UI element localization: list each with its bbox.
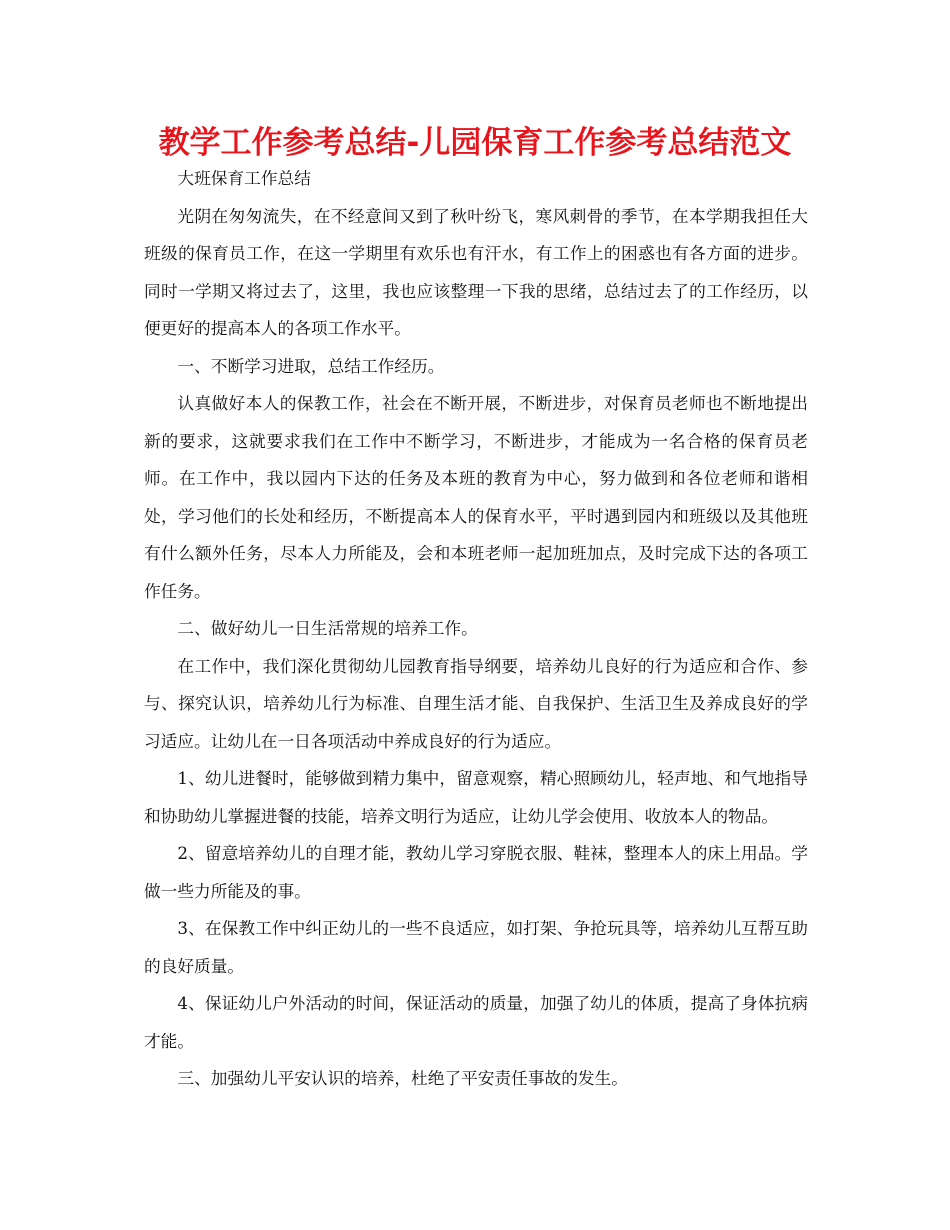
heading-3: 三、加强幼儿平安认识的培养，杜绝了平安责任事故的发生。: [177, 1068, 628, 1088]
list-item-4: 4、保证幼儿户外活动的时间，保证活动的质量，加强了幼儿的体质，提高了身体抗病才能。: [144, 993, 808, 1051]
document-title: 教学工作参考总结-儿园保育工作参考总结范文: [158, 125, 792, 161]
document-body: [144, 160, 808, 1098]
heading-1: 一、不断学习进取，总结工作经历。: [177, 355, 445, 376]
list-item-3: 3、在保教工作中纠正幼儿的一些不良适应，如打架、争抢玩具等，培养幼儿互帮互助的良好质量。: [144, 918, 808, 976]
paragraph-intro: 光阴在匆匆流失，在不经意间又到了秋叶纷飞，寒风刺骨的季节，在本学期我担任大班级的保育员工作，在这一学期里有欢乐也有汗水，有工作上的困惑也有各方面的进步。同时一学期又将过去了，这里，我也应该整理一下我的思绪，总结过去了的工作经历，以便更好的提高本人的各项工作水平。: [144, 205, 808, 338]
list-item-2: 2、留意培养幼儿的自理才能，教幼儿学习穿脱衣服、鞋袜，整理本人的床上用品。学做一些力所能及的事。: [144, 843, 808, 901]
paragraph-1: 认真做好本人的保教工作，社会在不断开展，不断进步，对保育员老师也不断地提出新的要求，这就要求我们在工作中不断学习，不断进步，才能成为一名合格的保育员老师。在工作中，我以园内下达的任务及本班的教育为中心，努力做到和各位老师和谐相处，学习他们的长处和经历，不断提高本人的保育水平，平时遇到园内和班级以及其他班有什么额外任务，尽本人力所能及，会和本班老师一起加班加点，及时完成下达的各项工作任务。: [144, 393, 808, 601]
paragraph-2: 在工作中，我们深化贯彻幼儿园教育指导纲要，培养幼儿良好的行为适应和合作、参与、探究认识，培养幼儿行为标准、自理生活才能、自我保护、生活卫生及养成良好的学习适应。让幼儿在一日各项活动中养成良好的行为适应。: [144, 655, 808, 751]
list-item-1: 1、幼儿进餐时，能够做到精力集中，留意观察，精心照顾幼儿，轻声地、和气地指导和协助幼儿掌握进餐的技能，培养文明行为适应，让幼儿学会使用、收放本人的物品。: [144, 768, 808, 826]
section-subtitle: 大班保育工作总结: [177, 168, 311, 188]
heading-2: 二、做好幼儿一日生活常规的培养工作。: [177, 618, 478, 638]
